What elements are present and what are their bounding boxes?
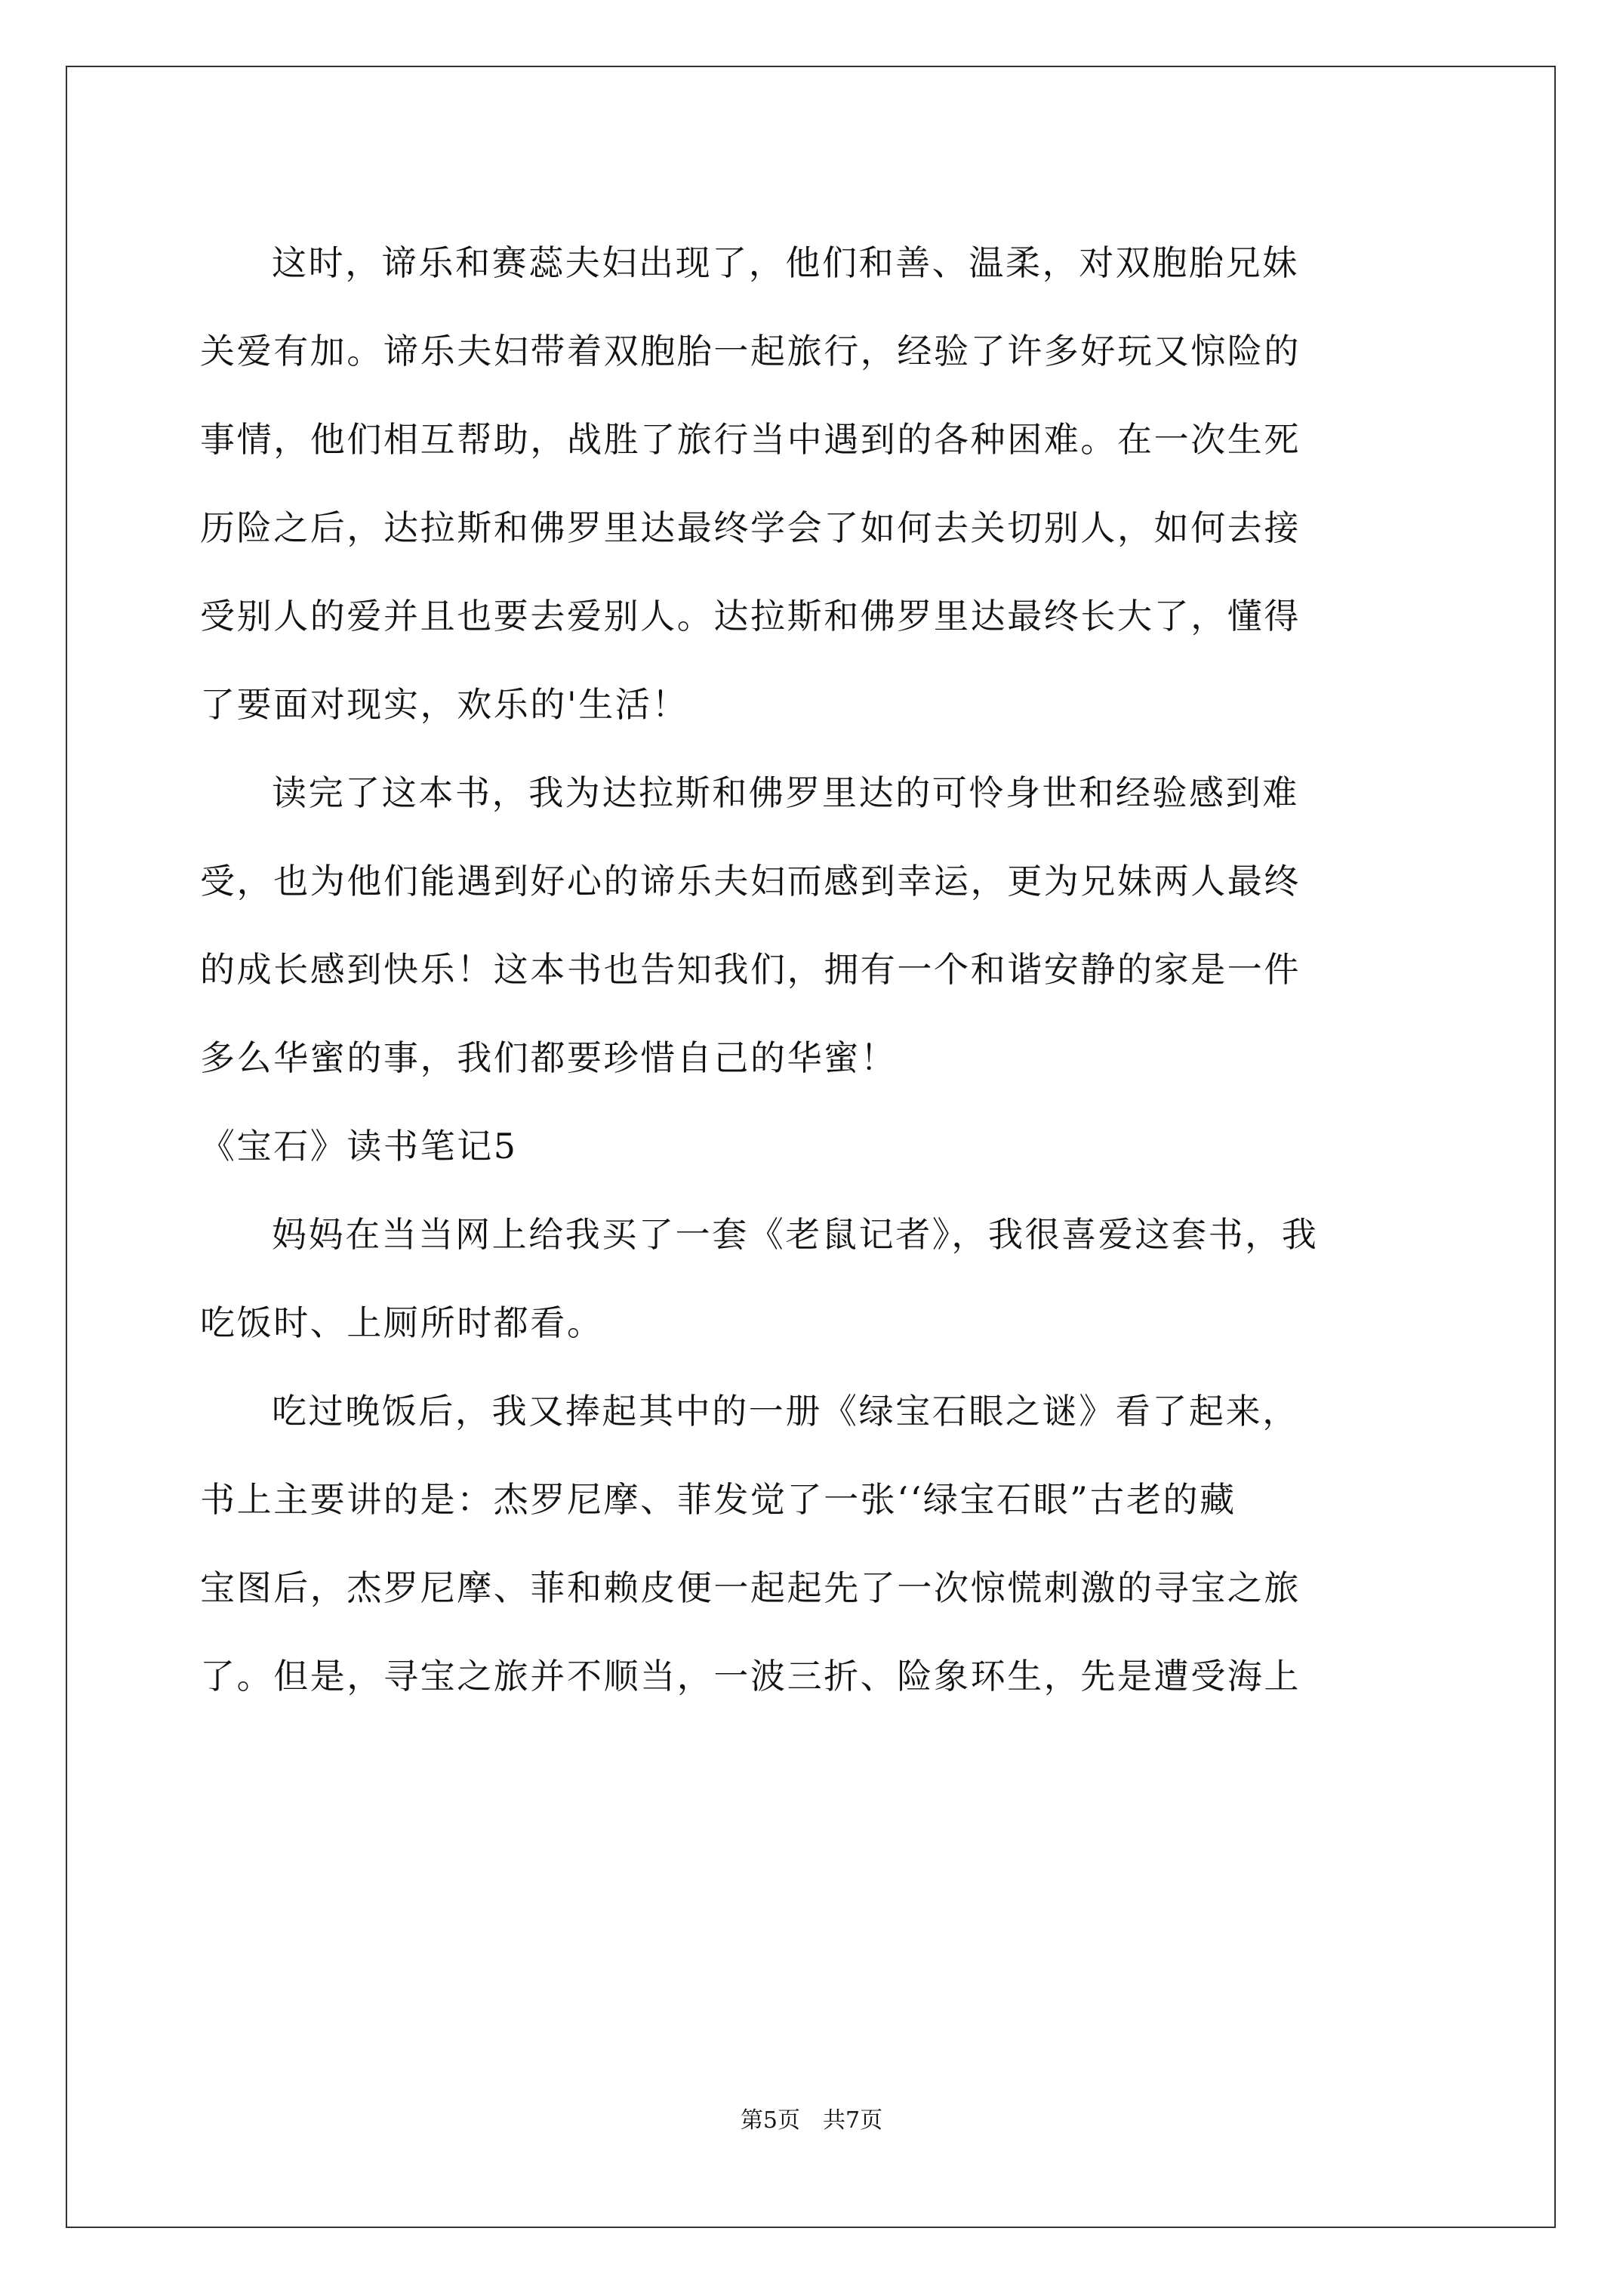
paragraph-1-line-1: 这时，谛乐和赛蕊夫妇出现了，他们和善、温柔，对双胞胎兄妹 bbox=[272, 242, 1299, 283]
paragraph-1-line-6: 了要面对现实，欢乐的'生活！ bbox=[200, 684, 689, 725]
section-title: 《宝石》读书笔记5 bbox=[200, 1126, 518, 1166]
paragraph-3-line-1: 妈妈在当当网上给我买了一套《老鼠记者》，我很喜爱这套书，我 bbox=[272, 1214, 1319, 1255]
paragraph-1-line-3: 事情，他们相互帮助，战胜了旅行当中遇到的各种困难。在一次生死 bbox=[200, 419, 1301, 460]
paragraph-1-line-4: 历险之后，达拉斯和佛罗里达最终学会了如何去关切别人，如何去接 bbox=[200, 507, 1301, 548]
paragraph-4-line-3: 宝图后，杰罗尼摩、菲和赖皮便一起起先了一次惊慌刺激的寻宝之旅 bbox=[200, 1567, 1301, 1608]
paragraph-4-line-1: 吃过晚饭后，我又捧起其中的一册《绿宝石眼之谜》看了起来， bbox=[272, 1391, 1299, 1432]
page-number-footer: 第5页 共7页 bbox=[740, 2107, 883, 2134]
paragraph-3-line-2: 吃饭时、上厕所时都看。 bbox=[200, 1302, 604, 1343]
paragraph-1-line-5: 受别人的爱并且也要去爱别人。达拉斯和佛罗里达最终长大了，懂得 bbox=[200, 596, 1301, 636]
paragraph-2-line-3: 的成长感到快乐！这本书也告知我们，拥有一个和谐安静的家是一件 bbox=[200, 949, 1301, 990]
paragraph-4-line-4: 了。但是，寻宝之旅并不顺当，一波三折、险象环生，先是遭受海上 bbox=[200, 1656, 1301, 1697]
paragraph-4-line-2: 书上主要讲的是：杰罗尼摩、菲发觉了一张‘‘绿宝石眼”古老的藏 bbox=[200, 1479, 1236, 1520]
paragraph-2-line-2: 受，也为他们能遇到好心的谛乐夫妇而感到幸运，更为兄妹两人最终 bbox=[200, 861, 1301, 901]
document-body bbox=[200, 219, 1423, 1721]
paragraph-2-line-4: 多么华蜜的事，我们都要珍惜自己的华蜜！ bbox=[200, 1037, 898, 1078]
paragraph-1-line-2: 关爱有加。谛乐夫妇带着双胞胎一起旅行，经验了许多好玩又惊险的 bbox=[200, 331, 1301, 371]
paragraph-2-line-1: 读完了这本书，我为达拉斯和佛罗里达的可怜身世和经验感到难 bbox=[272, 772, 1299, 813]
